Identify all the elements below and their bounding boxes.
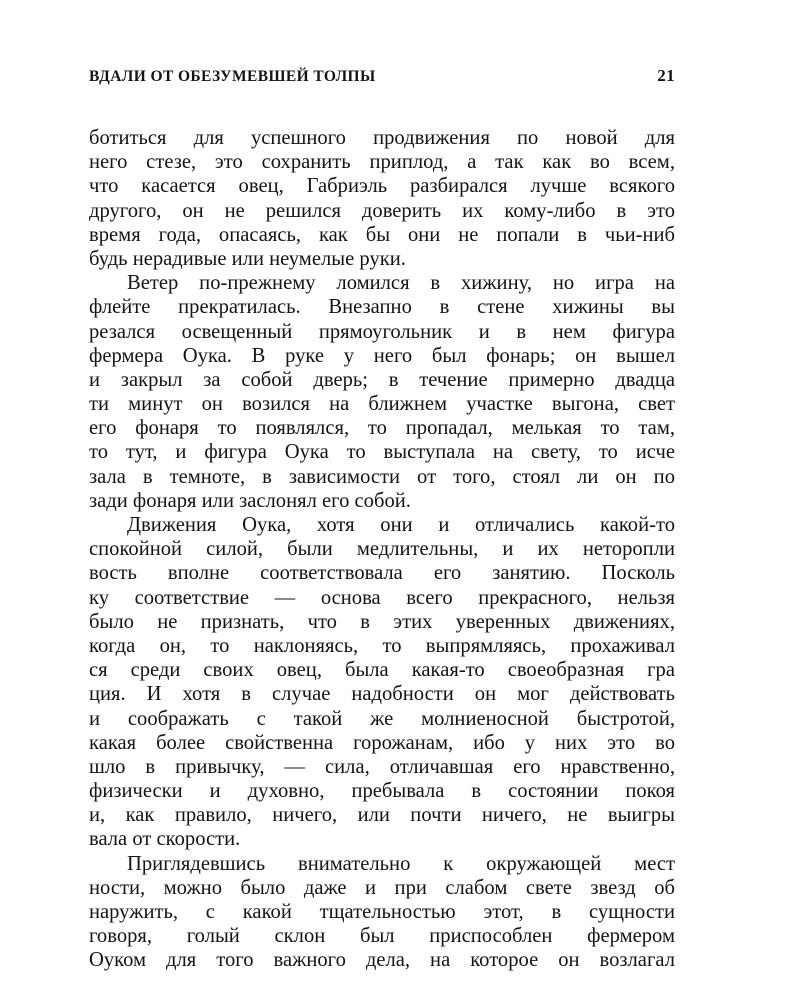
text-line: и соображать с такой же молниеносной быстротой, <box>89 707 675 730</box>
text-line: Приглядевшись внимательно к окружающей мест <box>127 852 675 875</box>
text-line: Оуком для того важного дела, на которое он возлагал <box>89 949 675 972</box>
running-title: ВДАЛИ ОТ ОБЕЗУМЕВШЕЙ ТОЛПЫ <box>89 68 376 85</box>
paragraph-2 <box>89 271 675 513</box>
text-line: ности, можно было даже и при слабом свете звезд об <box>89 876 675 899</box>
running-head <box>89 66 675 96</box>
text-line: спокойной силой, были медлительны, и их неторопли <box>89 538 675 561</box>
text-line: Движения Оука, хотя они и отличались какой-то <box>127 514 675 536</box>
text-line: ку соответствие — основа всего прекрасного, нельзя <box>89 586 675 609</box>
text-line: наружить, с какой тщательностью этот, в сущности <box>89 901 675 923</box>
paragraph-1 <box>89 126 675 271</box>
text-line: флейте прекратилась. Внезапно в стене хижины вы <box>89 296 675 319</box>
text-line: и, как правило, ничего, или почти ничего, не выигры <box>89 804 675 827</box>
page-number: 21 <box>657 66 675 85</box>
text-line: вала от скорости. <box>89 828 241 851</box>
text-line: время года, опасаясь, как бы они не попали в чьи-ниб <box>89 223 675 246</box>
text-line: Ветер по-прежнему ломился в хижину, но игра на <box>127 272 675 295</box>
text-line: ботиться для успешного продвижения по новой для <box>89 127 675 149</box>
text-line: резался освещенный прямоугольник и в нем фигура <box>89 320 675 343</box>
text-line: его фонаря то появлялся, то пропадал, мелькая то там, <box>89 417 675 440</box>
text-line: ция. И хотя в случае надобности он мог действовать <box>89 683 675 706</box>
text-line: ти минут он возился на ближнем участке выгона, свет <box>89 393 675 416</box>
text-line: зала в темноте, в зависимости от того, стоял ли он по <box>89 465 675 488</box>
text-line: ся среди своих овец, была какая-то своеобразная гра <box>89 659 675 682</box>
text-line: то тут, и фигура Оука то выступала на свету, то исче <box>89 441 675 464</box>
paragraph-4 <box>89 852 675 973</box>
text-line: когда он, то наклоняясь, то выпрямляясь, прохаживал <box>89 634 675 657</box>
text-line: было не признать, что в этих уверенных движениях, <box>89 610 675 633</box>
text-line: фермера Оука. В руке у него был фонарь; он вышел <box>89 344 675 367</box>
paragraph-3 <box>89 513 675 852</box>
text-line: что касается овец, Габриэль разбирался лучше всякого <box>89 175 675 198</box>
text-line: вость вполне соответствовала его занятию. Посколь <box>89 562 675 585</box>
text-line: какая более свойственна горожанам, ибо у них это во <box>89 731 675 754</box>
body-text <box>89 126 675 973</box>
text-line: шло в привычку, — сила, отличавшая его нравственно, <box>89 755 675 778</box>
text-line: зади фонаря или заслонял его собой. <box>89 489 411 512</box>
text-line: говоря, голый склон был приспособлен фермером <box>89 925 675 948</box>
text-line: физически и духовно, пребывала в состоянии покоя <box>89 780 675 803</box>
book-page <box>89 66 675 973</box>
text-line: и закрыл за собой дверь; в течение примерно двадца <box>89 368 675 391</box>
text-line: будь нерадивые или неумелые руки. <box>89 247 406 270</box>
text-line: другого, он не решился доверить их кому-либо в это <box>89 199 675 222</box>
text-line: него стезе, это сохранить приплод, а так как во всем, <box>89 151 675 174</box>
